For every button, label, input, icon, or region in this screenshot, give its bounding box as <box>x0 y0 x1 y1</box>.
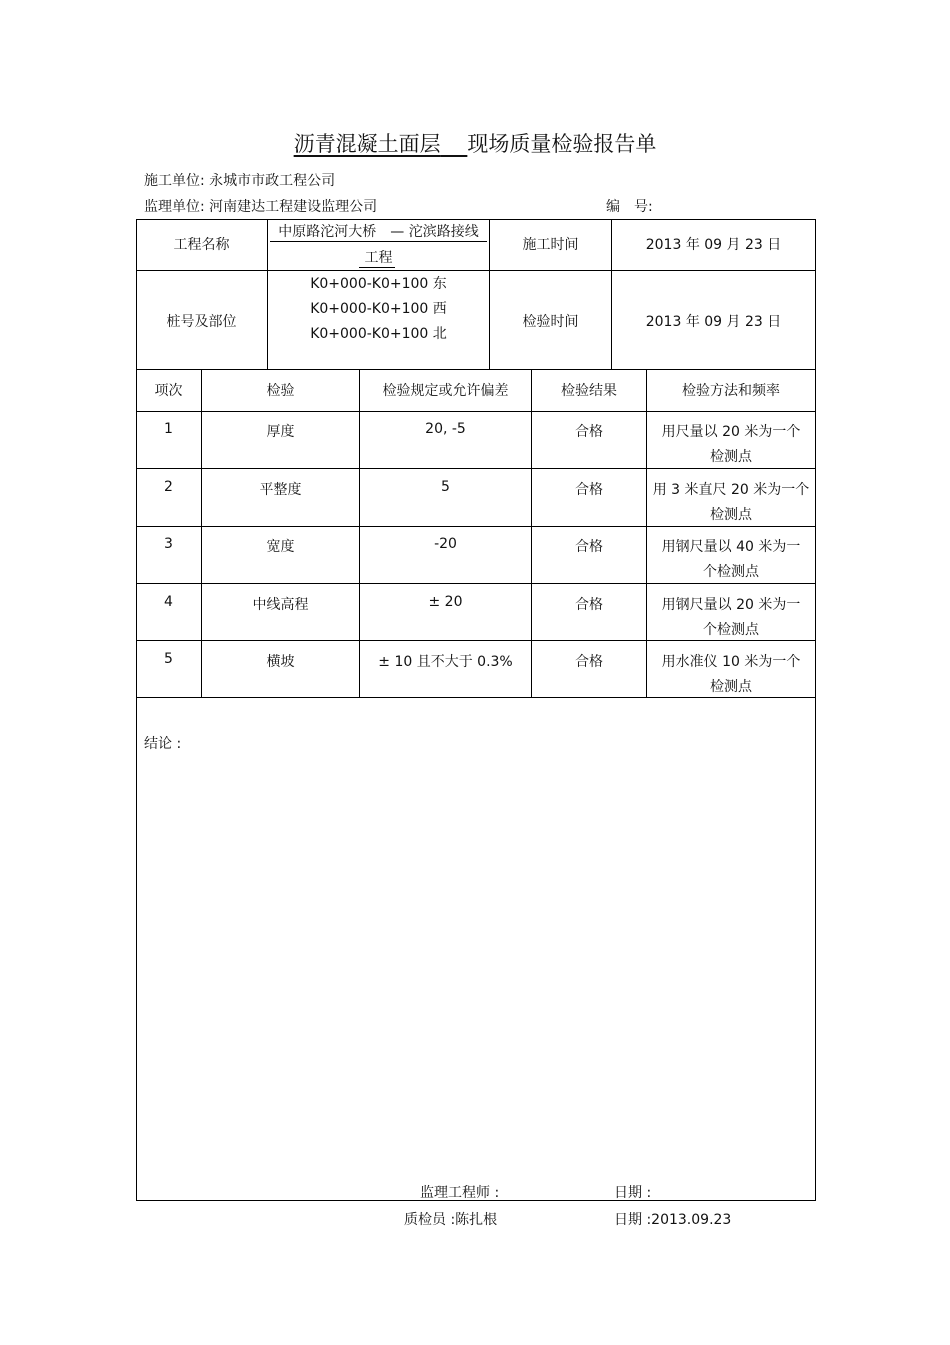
row-5-item: 横坡 <box>266 654 295 670</box>
row-4-result: 合格 <box>575 597 603 613</box>
construction-unit-label: 施工单位: <box>144 173 205 189</box>
inspector-date-value: 2013.09.23 <box>651 1212 732 1228</box>
supervision-unit-row <box>144 196 377 216</box>
row-line-2 <box>136 369 816 370</box>
row-line-6 <box>136 583 816 584</box>
border-top <box>136 219 816 220</box>
row-1-no: 1 <box>164 421 173 437</box>
row-2-tolerance: 5 <box>441 479 450 495</box>
row-line-7 <box>136 640 816 641</box>
header-tolerance: 检验规定或允许偏差 <box>382 383 509 399</box>
project-name-underline-1 <box>270 241 487 242</box>
station-line-3: K0+000-K0+100 北 <box>310 326 447 342</box>
station-label: 桩号及部位 <box>166 314 237 330</box>
row-4-tolerance: ± 20 <box>428 594 463 610</box>
row-5-tolerance: ± 10 且不大于 0.3% <box>378 654 513 670</box>
border-right <box>815 219 816 1200</box>
row-5-result: 合格 <box>575 654 603 670</box>
row-line-1 <box>136 270 816 271</box>
project-name-underline-2 <box>359 267 395 268</box>
grid-col-line-4 <box>646 369 647 697</box>
row-3-method-line2: 个检测点 <box>703 564 759 580</box>
grid-col-line-3 <box>531 369 532 697</box>
row-1-result: 合格 <box>575 424 603 440</box>
row-4-method-line1: 用钢尺量以 20 米为一 <box>661 597 801 613</box>
row-1-method-line1: 用尺量以 20 米为一个 <box>661 424 801 440</box>
row-line-8 <box>136 697 816 698</box>
project-name-line2: 工程 <box>364 250 393 266</box>
engineer-date-label: 日期 : <box>614 1185 652 1201</box>
row-line-3 <box>136 411 816 412</box>
title-part1: 沥青混凝土面层 <box>293 132 441 156</box>
row-1-method-line2: 检测点 <box>710 449 752 465</box>
inspector-label: 质检员 : <box>404 1212 456 1228</box>
construction-unit-value: 永城市市政工程公司 <box>209 173 336 189</box>
border-left <box>136 219 137 1200</box>
header-method: 检验方法和频率 <box>682 383 780 399</box>
construction-time-label: 施工时间 <box>522 237 579 253</box>
header-item: 检验 <box>266 383 295 399</box>
supervision-unit-label: 监理单位: <box>144 199 205 215</box>
row-3-method-line1: 用钢尺量以 40 米为一 <box>661 539 801 555</box>
supervision-unit-value: 河南建达工程建设监理公司 <box>209 199 378 215</box>
page-title <box>0 128 950 158</box>
row-2-item: 平整度 <box>259 482 302 498</box>
row-5-method-line2: 检测点 <box>710 679 752 695</box>
header-no: 项次 <box>154 383 183 399</box>
row-line-5 <box>136 526 816 527</box>
grid-col-line-1 <box>201 369 202 697</box>
row-2-no: 2 <box>164 479 173 495</box>
row-3-tolerance: -20 <box>434 536 457 552</box>
number-label: 编 号: <box>606 199 653 215</box>
project-name-line1: 中原路沱河大桥 — 沱滨路接线 <box>278 224 479 240</box>
row-2-method-line1: 用 3 米直尺 20 米为一个 <box>652 482 810 498</box>
row-1-tolerance: 20, -5 <box>425 421 466 437</box>
title-part2: 现场质量检验报告单 <box>467 132 657 156</box>
conclusion-label: 结论 : <box>144 736 182 752</box>
station-line-2: K0+000-K0+100 西 <box>310 301 447 317</box>
row-3-no: 3 <box>164 536 173 552</box>
grid-col-line-2 <box>359 369 360 697</box>
project-name-label: 工程名称 <box>173 237 230 253</box>
row-2-method-line2: 检测点 <box>710 507 752 523</box>
row-2-result: 合格 <box>575 482 603 498</box>
header-result: 检验结果 <box>561 383 617 399</box>
construction-time-value: 2013 年 09 月 23 日 <box>645 237 782 253</box>
row-3-result: 合格 <box>575 539 603 555</box>
inspector-row <box>404 1209 497 1229</box>
info-col-line-1 <box>267 219 268 369</box>
row-5-method-line1: 用水准仪 10 米为一个 <box>661 654 801 670</box>
title-underline-gap <box>441 132 468 156</box>
row-4-method-line2: 个检测点 <box>703 622 759 638</box>
row-4-item: 中线高程 <box>252 597 309 613</box>
row-1-item: 厚度 <box>266 424 295 440</box>
inspector-date-label: 日期 : <box>614 1212 652 1228</box>
inspection-time-label: 检验时间 <box>522 314 579 330</box>
inspector-date-row <box>614 1209 731 1229</box>
row-line-4 <box>136 468 816 469</box>
row-4-no: 4 <box>164 594 173 610</box>
station-line-1: K0+000-K0+100 东 <box>310 276 447 292</box>
inspector-name: 陈扎根 <box>455 1212 498 1228</box>
engineer-label: 监理工程师 : <box>420 1185 500 1201</box>
inspection-time-value: 2013 年 09 月 23 日 <box>645 314 782 330</box>
row-5-no: 5 <box>164 651 173 667</box>
row-3-item: 宽度 <box>266 539 295 555</box>
construction-unit-row <box>144 170 335 190</box>
